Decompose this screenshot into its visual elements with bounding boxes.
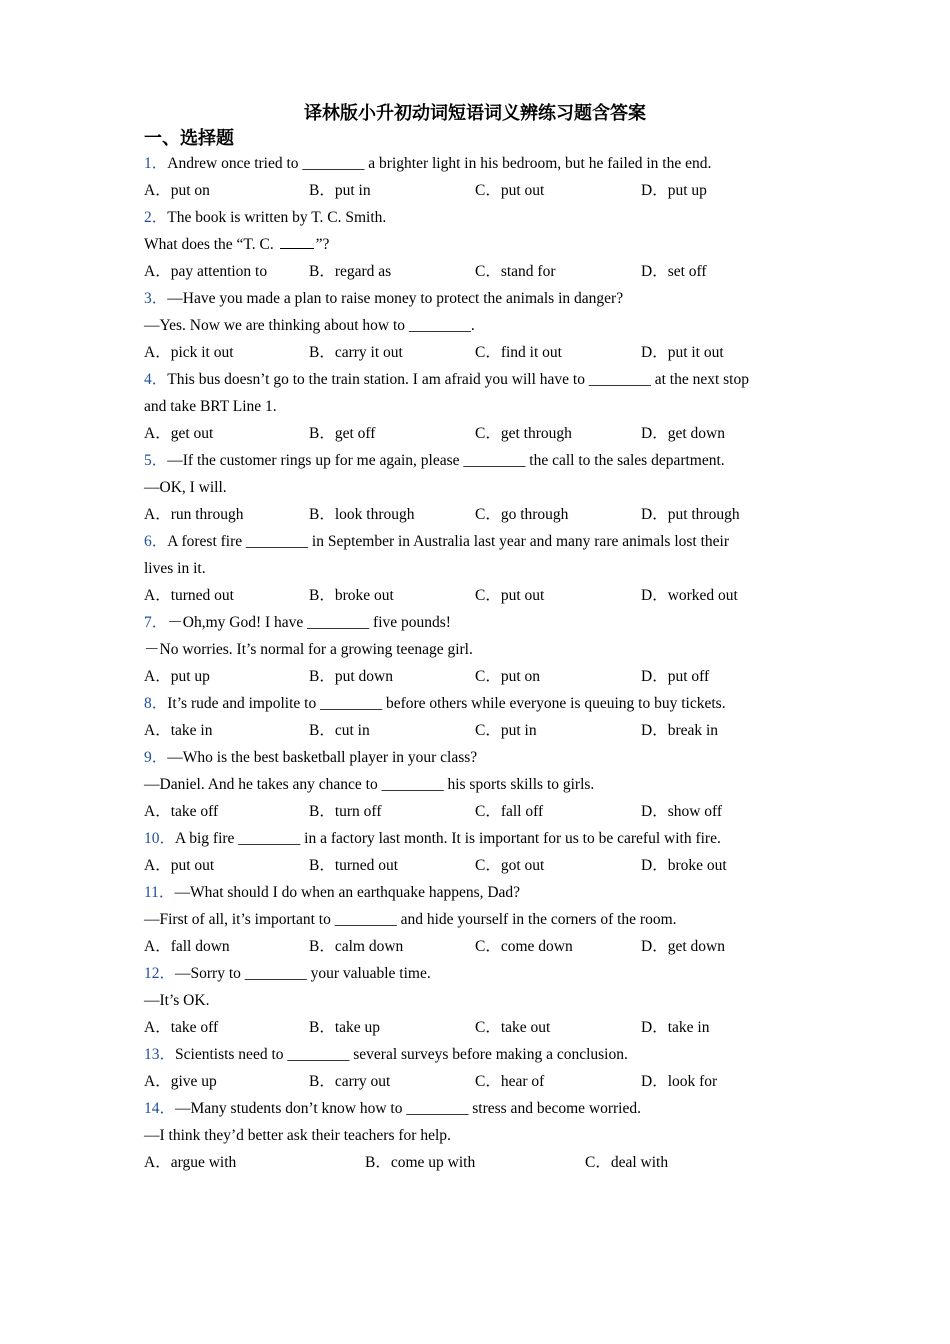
question-text: ”? bbox=[315, 236, 330, 253]
answer-options bbox=[144, 582, 814, 609]
option-c: C．take out bbox=[475, 1019, 551, 1036]
option-d: D．get down bbox=[641, 938, 725, 955]
option-a: A．pick it out bbox=[144, 344, 234, 361]
option-c: C．put in bbox=[475, 722, 537, 739]
answer-options bbox=[144, 177, 814, 204]
option-d: D．get down bbox=[641, 425, 725, 442]
question-5 bbox=[144, 447, 814, 528]
question-text-line bbox=[144, 960, 814, 987]
question-text: —Yes. Now we are thinking about how to ________. bbox=[144, 317, 475, 334]
option-d: D．put up bbox=[641, 182, 707, 199]
option-c: C．stand for bbox=[475, 263, 556, 280]
question-number: 13． bbox=[144, 1046, 176, 1063]
option-b: B．put in bbox=[309, 182, 371, 199]
question-text-line bbox=[144, 474, 814, 501]
option-b: B．get off bbox=[309, 425, 376, 442]
option-c: C．come down bbox=[475, 938, 573, 955]
question-text: —Daniel. And he takes any chance to ________ his sports skills to girls. bbox=[144, 776, 595, 793]
option-b: B．carry it out bbox=[309, 344, 403, 361]
option-c: C．deal with bbox=[585, 1154, 669, 1171]
answer-blank bbox=[280, 234, 314, 249]
option-a: A．put out bbox=[144, 857, 215, 874]
option-b: B．regard as bbox=[309, 263, 392, 280]
question-2 bbox=[144, 204, 814, 285]
question-text: This bus doesn’t go to the train station. I am afraid you will have to ________ at the next stop bbox=[167, 371, 749, 388]
question-text: －Oh,my God! I have ________ five pounds! bbox=[167, 614, 451, 631]
question-13 bbox=[144, 1041, 814, 1095]
question-text: A big fire ________ in a factory last month. It is important for us to be careful with fire. bbox=[175, 830, 721, 847]
question-text-line bbox=[144, 555, 814, 582]
option-c: C．hear of bbox=[475, 1073, 545, 1090]
option-d: D．broke out bbox=[641, 857, 727, 874]
answer-options bbox=[144, 420, 814, 447]
question-text: It’s rude and impolite to ________ before others while everyone is queuing to buy tickets. bbox=[167, 695, 726, 712]
question-text: —Sorry to ________ your valuable time. bbox=[175, 965, 431, 982]
question-text: —If the customer rings up for me again, please ________ the call to the sales department. bbox=[167, 452, 725, 469]
option-d: D．put off bbox=[641, 668, 710, 685]
answer-options bbox=[144, 717, 814, 744]
question-number: 14． bbox=[144, 1100, 176, 1117]
question-text-line bbox=[144, 393, 814, 420]
question-text: —Have you made a plan to raise money to protect the animals in danger? bbox=[167, 290, 624, 307]
question-number: 4． bbox=[144, 371, 168, 388]
question-text-line bbox=[144, 690, 814, 717]
option-b: B．take up bbox=[309, 1019, 381, 1036]
question-12 bbox=[144, 960, 814, 1041]
option-d: D．show off bbox=[641, 803, 723, 820]
question-text-line bbox=[144, 636, 814, 663]
option-a: A．fall down bbox=[144, 938, 230, 955]
section-heading: 一、选择题 bbox=[144, 128, 234, 149]
question-4 bbox=[144, 366, 814, 447]
question-text-line bbox=[144, 906, 814, 933]
option-b: B．carry out bbox=[309, 1073, 391, 1090]
option-a: A．take off bbox=[144, 1019, 219, 1036]
question-text-line bbox=[144, 312, 814, 339]
option-a: A．argue with bbox=[144, 1154, 237, 1171]
option-d: D．put it out bbox=[641, 344, 724, 361]
option-c: C．fall off bbox=[475, 803, 544, 820]
question-1 bbox=[144, 150, 814, 204]
answer-options bbox=[144, 798, 814, 825]
question-text: —Many students don’t know how to ________ stress and become worried. bbox=[175, 1100, 641, 1117]
question-text-line bbox=[144, 1122, 814, 1149]
option-d: D．break in bbox=[641, 722, 719, 739]
question-text: A forest fire ________ in September in Australia last year and many rare animals lost their bbox=[167, 533, 729, 550]
question-text: —What should I do when an earthquake happens, Dad? bbox=[174, 884, 521, 901]
option-c: C．put out bbox=[475, 182, 545, 199]
question-text-line bbox=[144, 825, 814, 852]
question-text: lives in it. bbox=[144, 560, 206, 577]
option-d: D．look for bbox=[641, 1073, 718, 1090]
answer-options bbox=[144, 663, 814, 690]
option-c: C．get through bbox=[475, 425, 572, 442]
option-d: D．put through bbox=[641, 506, 740, 523]
question-text-line bbox=[144, 1095, 814, 1122]
option-a: A．get out bbox=[144, 425, 214, 442]
answer-options bbox=[144, 339, 814, 366]
question-text: What does the “T. C. bbox=[144, 236, 278, 253]
question-text: —It’s OK. bbox=[144, 992, 210, 1009]
answer-options bbox=[144, 501, 814, 528]
option-b: B．turn off bbox=[309, 803, 382, 820]
question-text: and take BRT Line 1. bbox=[144, 398, 277, 415]
question-text: —OK, I will. bbox=[144, 479, 227, 496]
option-a: A．put on bbox=[144, 182, 210, 199]
answer-options bbox=[144, 258, 814, 285]
question-list bbox=[144, 150, 814, 1176]
question-8 bbox=[144, 690, 814, 744]
question-text-line bbox=[144, 987, 814, 1014]
option-c: C．go through bbox=[475, 506, 569, 523]
option-a: A．take off bbox=[144, 803, 219, 820]
option-b: B．look through bbox=[309, 506, 415, 523]
option-b: B．cut in bbox=[309, 722, 370, 739]
option-a: A．turned out bbox=[144, 587, 234, 604]
question-11 bbox=[144, 879, 814, 960]
question-text-line bbox=[144, 771, 814, 798]
option-d: D．set off bbox=[641, 263, 707, 280]
question-text-line bbox=[144, 204, 814, 231]
option-c: C．find it out bbox=[475, 344, 562, 361]
question-text-line bbox=[144, 609, 814, 636]
option-b: B．put down bbox=[309, 668, 393, 685]
answer-options bbox=[144, 933, 814, 960]
question-number: 6． bbox=[144, 533, 168, 550]
question-text: －No worries. It’s normal for a growing teenage girl. bbox=[144, 641, 473, 658]
option-a: A．put up bbox=[144, 668, 210, 685]
option-a: A．run through bbox=[144, 506, 244, 523]
option-c: C．put on bbox=[475, 668, 541, 685]
option-b: B．broke out bbox=[309, 587, 394, 604]
question-number: 9． bbox=[144, 749, 168, 766]
question-6 bbox=[144, 528, 814, 609]
question-10 bbox=[144, 825, 814, 879]
question-text: —Who is the best basketball player in your class? bbox=[167, 749, 478, 766]
document-title: 译林版小升初动词短语词义辨练习题含答案 bbox=[304, 103, 646, 124]
question-text: The book is written by T. C. Smith. bbox=[167, 209, 387, 226]
answer-options bbox=[144, 852, 814, 879]
question-text-line bbox=[144, 528, 814, 555]
question-14 bbox=[144, 1095, 814, 1176]
question-number: 11． bbox=[144, 884, 175, 901]
question-text: —First of all, it’s important to ________ and hide yourself in the corners of the room. bbox=[144, 911, 677, 928]
question-number: 3． bbox=[144, 290, 168, 307]
question-text-line bbox=[144, 231, 814, 258]
question-text: Scientists need to ________ several surveys before making a conclusion. bbox=[175, 1046, 628, 1063]
option-b: B．come up with bbox=[365, 1154, 476, 1171]
question-number: 12． bbox=[144, 965, 176, 982]
question-3 bbox=[144, 285, 814, 366]
option-a: A．take in bbox=[144, 722, 213, 739]
option-b: B．turned out bbox=[309, 857, 399, 874]
question-number: 10． bbox=[144, 830, 176, 847]
option-a: A．pay attention to bbox=[144, 263, 268, 280]
question-9 bbox=[144, 744, 814, 825]
option-c: C．put out bbox=[475, 587, 545, 604]
question-text-line bbox=[144, 744, 814, 771]
question-text-line bbox=[144, 366, 814, 393]
option-b: B．calm down bbox=[309, 938, 404, 955]
question-text-line bbox=[144, 1041, 814, 1068]
question-number: 5． bbox=[144, 452, 168, 469]
question-text-line bbox=[144, 285, 814, 312]
answer-options bbox=[144, 1014, 814, 1041]
question-text: Andrew once tried to ________ a brighter light in his bedroom, but he failed in the end. bbox=[167, 155, 712, 172]
option-c: C．got out bbox=[475, 857, 545, 874]
option-d: D．worked out bbox=[641, 587, 738, 604]
question-number: 7． bbox=[144, 614, 168, 631]
answer-options bbox=[144, 1149, 814, 1176]
question-text-line bbox=[144, 447, 814, 474]
option-a: A．give up bbox=[144, 1073, 217, 1090]
answer-options bbox=[144, 1068, 814, 1095]
question-text: —I think they’d better ask their teachers for help. bbox=[144, 1127, 451, 1144]
question-number: 1． bbox=[144, 155, 168, 172]
question-text-line bbox=[144, 150, 814, 177]
question-text-line bbox=[144, 879, 814, 906]
question-number: 2． bbox=[144, 209, 168, 226]
question-number: 8． bbox=[144, 695, 168, 712]
question-7 bbox=[144, 609, 814, 690]
option-d: D．take in bbox=[641, 1019, 710, 1036]
